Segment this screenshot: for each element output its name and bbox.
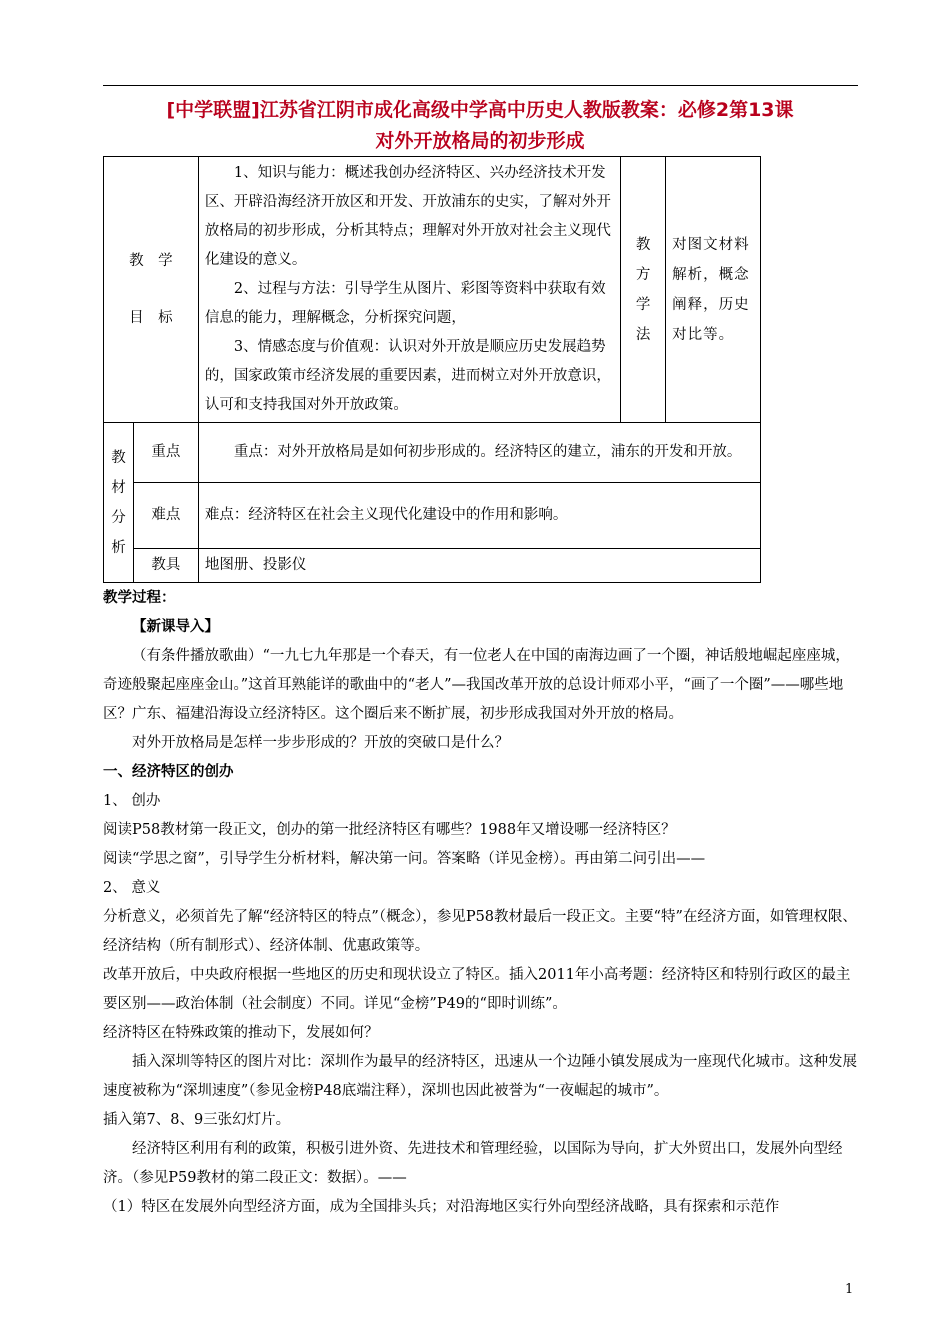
subheading-significance: 2、 意义 — [103, 880, 161, 896]
paragraph: 经济特区利用有利的政策，积极引进外资、先进技术和管理经验，以国际为导向，扩大外贸出口，发展外向型经济。（参见P59教材的第二段正文：数据）。—— — [103, 1141, 843, 1186]
key-point-label: 重点 — [133, 423, 198, 483]
paragraph: （1）特区在发展外向型经济方面，成为全国排头兵；对沿海地区实行外向型经济战略，具有探索和示范作 — [103, 1199, 780, 1215]
paragraph: 改革开放后，中央政府根据一些地区的历史和现状设立了特区。插入2011年小高考题：经济特区和特别行政区的最主要区别——政治体制（社会制度）不同。详见“金榜”P49的“即时训练”。 — [103, 967, 851, 1012]
paragraph: 阅读“学思之窗”，引导学生分析材料，解决第一问。答案略（详见金榜）。再由第二问引出—— — [103, 851, 706, 867]
goals-content — [198, 157, 620, 423]
intro-question: 对外开放格局是怎样一步步形成的？开放的突破口是什么？ — [132, 735, 509, 751]
tools-content: 地图册、投影仪 — [198, 549, 760, 583]
goal-process: 2、过程与方法：引导学生从图片、彩图等资料中获取有效信息的能力，理解概念，分析探究问题， — [204, 281, 606, 326]
paragraph: 分析意义，必须首先了解“经济特区的特点”（概念），参见P58教材最后一段正文。主要“特”在经济方面，如管理权限、经济结构（所有制形式）、经济体制、优惠政策等。 — [103, 909, 857, 954]
paragraph: 插入第7、8、9三张幻灯片。 — [103, 1112, 291, 1128]
key-point-content: 重点：对外开放格局是如何初步形成的。经济特区的建立，浦东的开发和开放。 — [198, 423, 760, 483]
lesson-body — [103, 584, 861, 1222]
lesson-plan-table — [103, 156, 761, 583]
difficulty-content: 难点：经济特区在社会主义现代化建设中的作用和影响。 — [198, 483, 760, 549]
page-number: 1 — [845, 1282, 854, 1297]
paragraph: 插入深圳等特区的图片对比：深圳作为最早的经济特区，迅速从一个边陲小镇发展成为一座现代化城市。这种发展速度被称为“深圳速度”（参见金榜P48底端注释），深圳也因此被誉为“一夜崛起的城市”。 — [103, 1054, 857, 1099]
intro-heading: 【新课导入】 — [132, 619, 219, 635]
header-rule — [103, 85, 858, 86]
process-heading: 教学过程： — [103, 590, 176, 606]
document-title-line2: 对外开放格局的初步形成 — [375, 130, 585, 152]
method-content: 对图文材料解析，概念阐释，历史对比等。 — [666, 157, 761, 423]
section-heading: 一、经济特区的创办 — [103, 764, 234, 780]
document-title-line1: [中学联盟]江苏省江阴市成化高级中学高中历史人教版教案：必修2第13课 — [166, 99, 794, 121]
analysis-label: 教 材 分 析 — [104, 423, 134, 583]
paragraph: 经济特区在特殊政策的推动下，发展如何？ — [103, 1025, 379, 1041]
goal-knowledge: 1、知识与能力：概述我创办经济特区、兴办经济技术开发区、开辟沿海经济开放区和开发、开放浦东的史实，了解对外开放格局的初步形成，分析其特点；理解对外开放对社会主义现代化建设的意义。 — [204, 165, 611, 268]
tools-label: 教具 — [133, 549, 198, 583]
subheading-founding: 1、 创办 — [103, 793, 161, 809]
intro-paragraph: （有条件播放歌曲）“一九七九年那是一个春天，有一位老人在中国的南海边画了一个圈，神话般地崛起座座城，奇迹般聚起座座金山。”这首耳熟能详的歌曲中的“老人”—我国改革开放的总设计师邓小平，“画了一个圈”——哪些地区？广东、福建沿海设立经济特区。这个圈后来不断扩展，初步形成我国对外开放的格局。 — [103, 648, 850, 722]
difficulty-label: 难点 — [133, 483, 198, 549]
goal-attitude: 3、情感态度与价值观：认识对外开放是顺应历史发展趋势的，国家政策市经济发展的重要因素，进而树立对外开放意识，认可和支持我国对外开放政策。 — [204, 339, 611, 413]
method-label: 教 方 学 法 — [621, 157, 666, 423]
paragraph: 阅读P58教材第一段正文，创办的第一批经济特区有哪些？1988年又增设哪一经济特区？ — [103, 822, 676, 838]
goals-label: 教 学 目 标 — [104, 157, 199, 423]
